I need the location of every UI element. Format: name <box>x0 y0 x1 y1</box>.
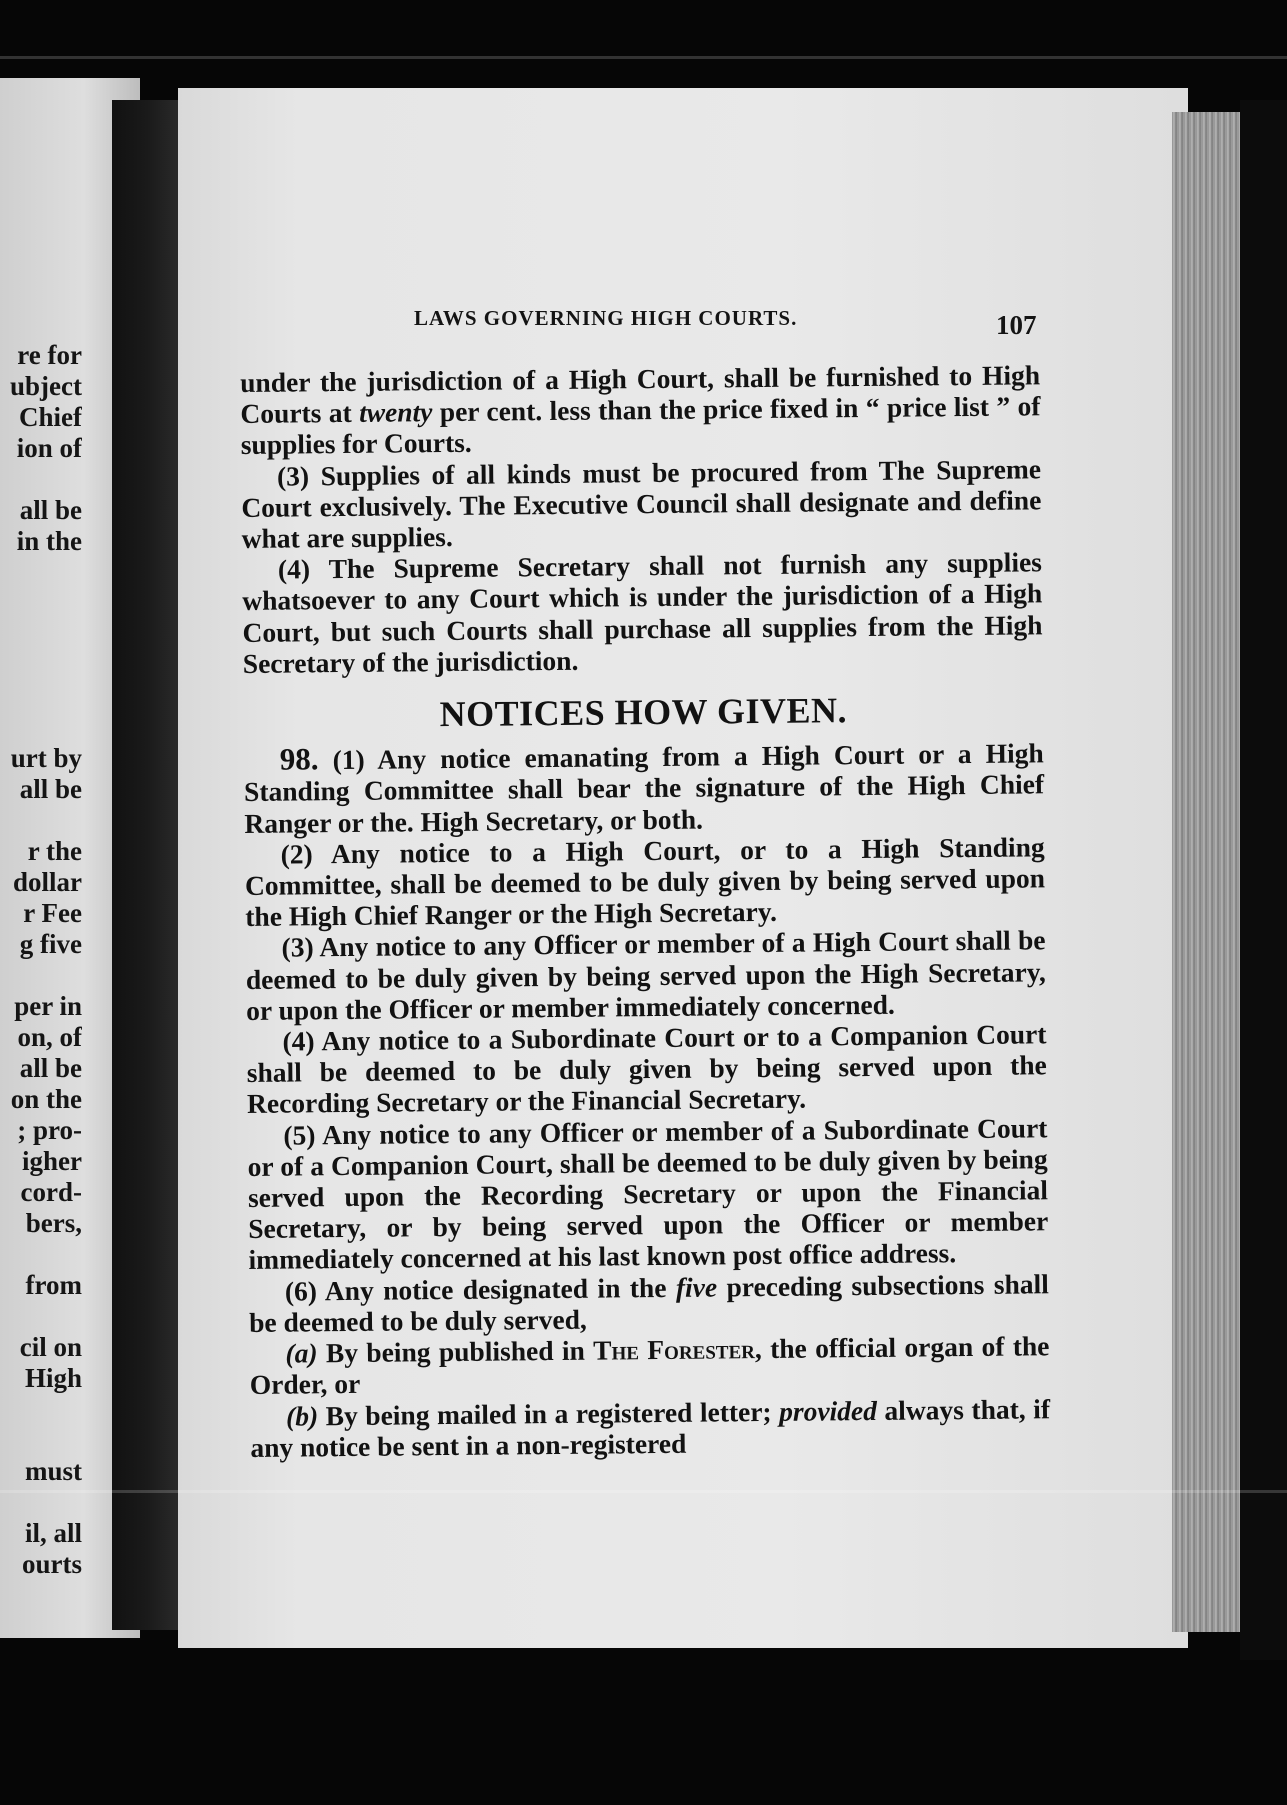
left-page-line: urt by <box>10 743 82 773</box>
left-page-line: ubject <box>10 371 82 401</box>
book-gutter <box>112 100 182 1630</box>
left-page-line: ; pro- <box>17 1115 82 1145</box>
paragraph: (4) The Supreme Secretary shall not furnish any supplies whatsoever to any Court which is under the jurisdiction of a High Court, but such Courts shall purchase all supplies from the High Secretary of the jurisdiction. <box>242 546 1043 679</box>
left-page-line: all be <box>19 774 82 804</box>
left-page-line: ion of <box>16 433 82 463</box>
page-number: 107 <box>996 310 1037 340</box>
left-page-line <box>0 464 82 495</box>
page-body <box>240 359 1050 1463</box>
paragraph: 98. (1) Any notice emanating from a High Court or a High Standing Committee shall bear the signature of the High Chief Ranger or the. High Secretary, or both. <box>243 737 1045 839</box>
left-page-line: r the <box>27 836 82 866</box>
left-page-line <box>0 960 82 991</box>
left-page-line: g five <box>19 929 82 959</box>
left-page-line: il, all <box>24 1518 82 1548</box>
left-page-line: must <box>24 1456 82 1486</box>
left-page-line <box>0 1301 82 1332</box>
left-page-text <box>0 340 82 1580</box>
left-page-line <box>0 588 82 619</box>
paragraph: (3) Supplies of all kinds must be procured from The Supreme Court exclusively. The Executive Council shall designate and define what are supplies. <box>241 452 1042 555</box>
edge-shadow <box>1240 100 1287 1660</box>
paragraph: under the jurisdiction of a High Court, shall be furnished to High Courts at twenty per cent. less than the price fixed in “ price list ” of supplies for Courts. <box>240 359 1041 461</box>
left-page-line: ourts <box>22 1549 82 1579</box>
left-page-line: per in <box>14 991 82 1021</box>
section-number: 98. <box>279 741 319 777</box>
left-page-line: cord- <box>20 1177 82 1207</box>
left-page-line: from <box>25 1270 82 1300</box>
page-edge <box>1172 112 1250 1632</box>
left-page-line: Chief <box>19 402 82 432</box>
paragraph: (3) Any notice to any Officer or member of a High Court shall be deemed to be duly given by being served upon the High Secretary, or upon the Officer or member immediately concerned. <box>245 924 1046 1026</box>
left-page-line <box>0 650 82 681</box>
paragraph: (6) Any notice designated in the five preceding subsections shall be deemed to be duly served, <box>249 1267 1049 1338</box>
left-page-line: on the <box>10 1084 82 1114</box>
left-page-line: all be <box>19 1053 82 1083</box>
left-page-line <box>0 712 82 743</box>
paragraph: (b) By being mailed in a registered letter; provided always that, if any notice be sent in a non-registered <box>250 1392 1051 1463</box>
scan-line <box>0 56 1287 59</box>
left-page-line: bers, <box>25 1208 82 1238</box>
left-page-line: igher <box>22 1146 82 1176</box>
left-page-line: on, of <box>17 1022 82 1052</box>
left-page-line <box>0 557 82 588</box>
left-page-line: High <box>24 1363 82 1393</box>
left-page-line: cil on <box>19 1332 82 1362</box>
left-page-line: all be <box>19 495 82 525</box>
header-title: LAWS GOVERNING HIGH COURTS. <box>414 306 798 330</box>
section-heading: NOTICES HOW GIVEN. <box>439 690 848 735</box>
left-page-line <box>0 805 82 836</box>
paragraph: (2) Any notice to a High Court, or to a High Standing Committee, shall be deemed to be duly given by being served upon the High Chief Ranger or the High Secretary. <box>244 831 1046 933</box>
paragraph: (4) Any notice to a Subordinate Court or to a Companion Court shall be deemed to be duly given by being served upon the Recording Secretary or the Financial Secretary. <box>246 1018 1047 1120</box>
left-page-line <box>0 1425 82 1456</box>
left-page-line: in the <box>16 526 82 556</box>
left-page-line: dollar <box>12 867 82 897</box>
left-page-line <box>0 1487 82 1518</box>
left-page-line: r Fee <box>23 898 82 928</box>
left-page-line <box>0 619 82 650</box>
left-page-line <box>0 681 82 712</box>
left-page-line <box>0 1394 82 1425</box>
left-page-line <box>0 1239 82 1270</box>
paragraph: (a) By being published in The Forester, the official organ of the Order, or <box>249 1330 1050 1401</box>
paragraph: (5) Any notice to any Officer or member of a Subordinate Court or of a Companion Court, shall be deemed to be duly given by being served upon the Recording Secretary or upon the Financial Secretary, or by being served upon the Officer or member immediately concerned at his last known post office address. <box>247 1111 1049 1276</box>
scan-line <box>0 1490 1287 1493</box>
left-page-line: re for <box>17 340 82 370</box>
